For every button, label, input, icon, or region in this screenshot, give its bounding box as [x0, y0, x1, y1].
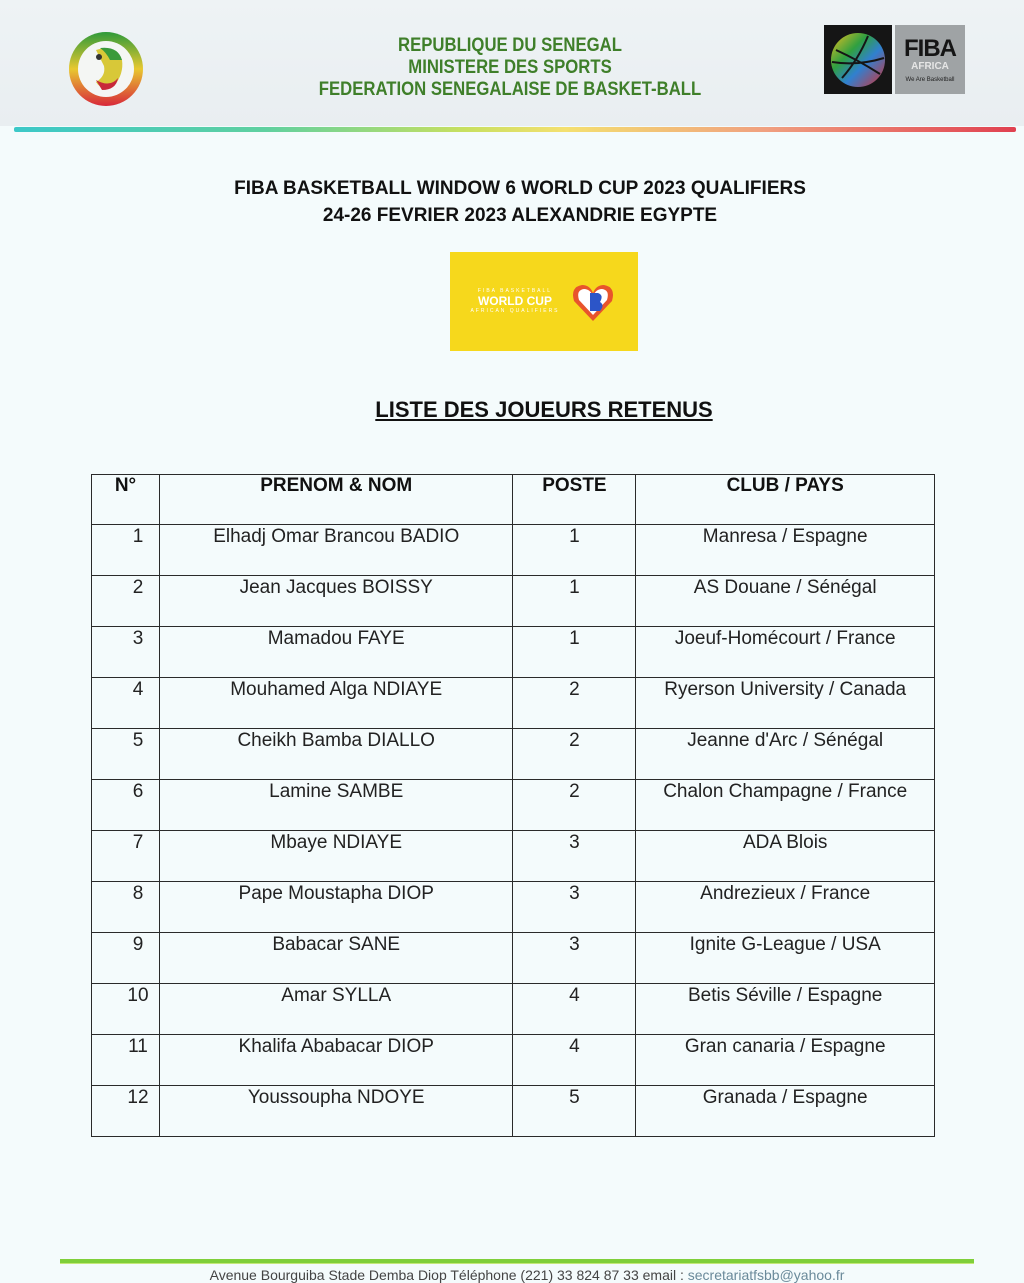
header-line-ministry: MINISTERE DES SPORTS	[408, 57, 612, 78]
fiba-africa-logo	[824, 25, 965, 94]
header-number: N°	[92, 475, 160, 525]
header-line-republic: REPUBLIQUE DU SENEGAL	[398, 35, 622, 56]
letterhead-text	[281, 35, 739, 101]
table-row: 3 Mamadou FAYE 1 Joeuf-Homécourt / France	[92, 627, 935, 678]
table-row: 2 Jean Jacques BOISSY 1 AS Douane / Sénégal	[92, 576, 935, 627]
table-row: 10 Amar SYLLA 4 Betis Séville / Espagne	[92, 984, 935, 1035]
footer-address: Avenue Bourguiba Stade Demba Diop Téléphone (221) 33 824 87 33 email :	[209, 1267, 688, 1283]
footer-contact	[0, 1267, 1024, 1283]
header-position: POSTE	[513, 475, 636, 525]
table-row: 12 Youssoupha NDOYE 5 Granada / Espagne	[92, 1086, 935, 1137]
list-title: LISTE DES JOUEURS RETENUS	[375, 397, 713, 422]
table-row: 5 Cheikh Bamba DIALLO 2 Jeanne d'Arc / Sénégal	[92, 729, 935, 780]
world-cup-heart-icon	[568, 277, 618, 327]
header-line-federation: FEDERATION SENEGALAISE DE BASKET-BALL	[318, 79, 702, 100]
table-row: 4 Mouhamed Alga NDIAYE 2 Ryerson University / Canada	[92, 678, 935, 729]
players-table	[91, 474, 935, 1137]
table-row: 9 Babacar SANE 3 Ignite G-League / USA	[92, 933, 935, 984]
fsbb-emblem-icon	[66, 30, 146, 108]
table-row: 8 Pape Moustapha DIOP 3 Andrezieux / France	[92, 882, 935, 933]
footer-divider	[60, 1259, 974, 1263]
event-title	[0, 175, 1024, 229]
header-name: PRENOM & NOM	[159, 475, 513, 525]
table-row: 11 Khalifa Ababacar DIOP 4 Gran canaria / Espagne	[92, 1035, 935, 1086]
table-row: 7 Mbaye NDIAYE 3 ADA Blois	[92, 831, 935, 882]
table-row: 6 Lamine SAMBE 2 Chalon Champagne / France	[92, 780, 935, 831]
header-club: CLUB / PAYS	[636, 475, 935, 525]
header-divider	[14, 127, 1016, 132]
basketball-icon	[824, 25, 892, 94]
fiba-wordmark: FIBA AFRICA We Are Basketball	[895, 25, 965, 94]
event-title-line2: 24-26 FEVRIER 2023 ALEXANDRIE EGYPTE	[322, 205, 718, 226]
table-row: 1 Elhadj Omar Brancou BADIO 1 Manresa / Espagne	[92, 525, 935, 576]
table-header-row	[92, 475, 935, 525]
footer-email-link[interactable]: secretariatfsbb@yahoo.fr	[687, 1267, 845, 1283]
event-title-line1: FIBA BASKETBALL WINDOW 6 WORLD CUP 2023 QUALIFIERS	[234, 178, 806, 199]
world-cup-qualifiers-logo: FIBA BASKETBALL WORLD CUP AFRICAN QUALIFIERS	[450, 252, 638, 351]
